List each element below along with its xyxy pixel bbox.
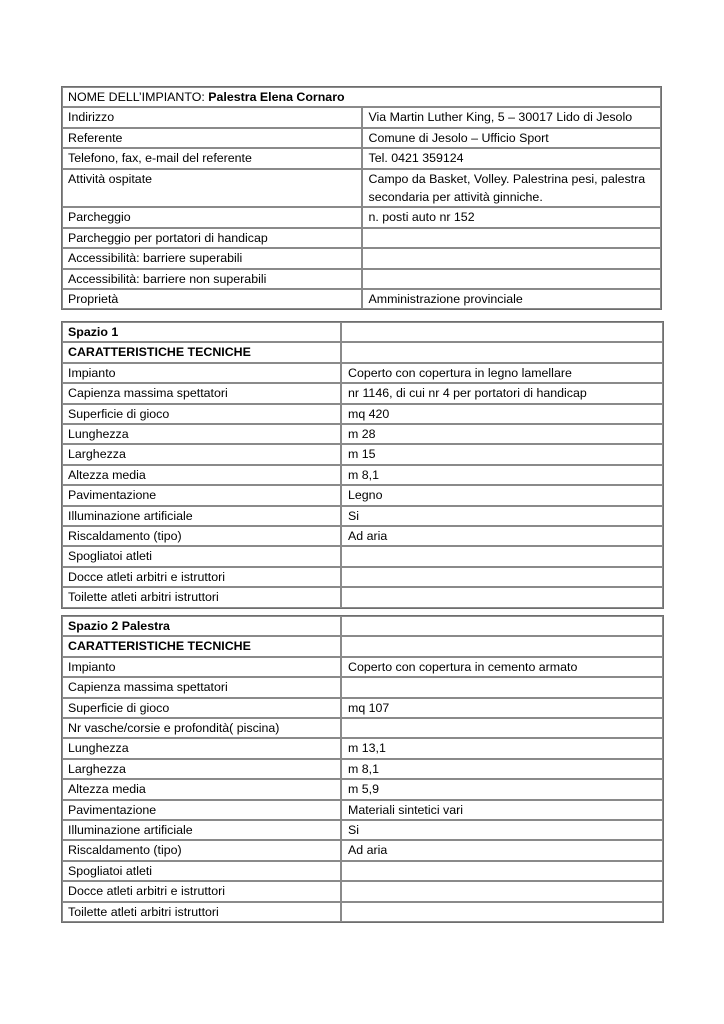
row-label: Toilette atleti arbitri istruttori: [62, 902, 341, 922]
row-value: Coperto con copertura in cemento armato: [341, 657, 663, 677]
table-row: [62, 248, 661, 268]
table-row: [62, 567, 663, 587]
row-label: Accessibilità: barriere non superabili: [62, 269, 362, 289]
row-value: [341, 546, 663, 566]
row-value: nr 1146, di cui nr 4 per portatori di handicap: [341, 383, 663, 403]
table-row: [62, 636, 663, 656]
table-row: [62, 840, 663, 860]
row-value: [341, 902, 663, 922]
row-label: Docce atleti arbitri e istruttori: [62, 881, 341, 901]
row-label: Pavimentazione: [62, 485, 341, 505]
row-value: m 15: [341, 444, 663, 464]
row-label: Impianto: [62, 363, 341, 383]
row-label: Accessibilità: barriere superabili: [62, 248, 362, 268]
table-row: [62, 342, 663, 362]
table-row: [62, 698, 663, 718]
row-value: [341, 616, 663, 636]
table-row: [62, 881, 663, 901]
table-row: [62, 526, 663, 546]
row-label: Referente: [62, 128, 362, 148]
table-row: [62, 657, 663, 677]
space-title: Spazio 1: [62, 322, 341, 342]
row-value: [341, 587, 663, 607]
row-value: [341, 636, 663, 656]
row-value: m 8,1: [341, 465, 663, 485]
table-row: [62, 587, 663, 607]
row-label: Nr vasche/corsie e profondità( piscina): [62, 718, 341, 738]
row-value: m 8,1: [341, 759, 663, 779]
row-value: mq 107: [341, 698, 663, 718]
row-label: Indirizzo: [62, 107, 362, 127]
row-label: Superficie di gioco: [62, 404, 341, 424]
row-value: [341, 677, 663, 697]
row-label: Riscaldamento (tipo): [62, 526, 341, 546]
table-row: [62, 383, 663, 403]
facility-title-cell: [62, 87, 661, 107]
row-label: Spogliatoi atleti: [62, 546, 341, 566]
row-label: Larghezza: [62, 759, 341, 779]
table-row: [62, 289, 661, 309]
table-row: [62, 424, 663, 444]
row-value: [341, 718, 663, 738]
table-row: [62, 738, 663, 758]
row-label: Parcheggio per portatori di handicap: [62, 228, 362, 248]
row-label: Riscaldamento (tipo): [62, 840, 341, 860]
table-row: [62, 902, 663, 922]
row-label: Illuminazione artificiale: [62, 506, 341, 526]
row-value: [362, 248, 662, 268]
row-label: Capienza massima spettatori: [62, 677, 341, 697]
space-title: Spazio 2 Palestra: [62, 616, 341, 636]
table-row: [62, 228, 661, 248]
row-label: Larghezza: [62, 444, 341, 464]
table-row: [62, 322, 663, 342]
row-label: Telefono, fax, e-mail del referente: [62, 148, 362, 168]
row-value: Ad aria: [341, 526, 663, 546]
row-value: [341, 861, 663, 881]
table-row: [62, 148, 661, 168]
table-row: [62, 718, 663, 738]
row-label: Lunghezza: [62, 738, 341, 758]
row-value: [341, 342, 663, 362]
row-value: Coperto con copertura in legno lamellare: [341, 363, 663, 383]
row-label: Capienza massima spettatori: [62, 383, 341, 403]
row-value: [341, 881, 663, 901]
table-row: [62, 546, 663, 566]
row-value: Campo da Basket, Volley. Palestrina pesi, palestra secondaria per attività ginniche.: [362, 169, 662, 208]
row-label: Docce atleti arbitri e istruttori: [62, 567, 341, 587]
row-value: Tel. 0421 359124: [362, 148, 662, 168]
table-row: [62, 616, 663, 636]
row-label: Altezza media: [62, 465, 341, 485]
facility-name-label: NOME DELL’IMPIANTO:: [68, 90, 209, 104]
facility-title-row: [62, 87, 661, 107]
row-value: Amministrazione provinciale: [362, 289, 662, 309]
table-row: [62, 465, 663, 485]
table-row: [62, 820, 663, 840]
row-label: Impianto: [62, 657, 341, 677]
table-row: [62, 759, 663, 779]
section-heading: CARATTERISTICHE TECNICHE: [62, 342, 341, 362]
row-value: Comune di Jesolo – Ufficio Sport: [362, 128, 662, 148]
row-value: [341, 322, 663, 342]
row-value: [341, 567, 663, 587]
facility-name-value: Palestra Elena Cornaro: [208, 90, 345, 104]
row-value: Via Martin Luther King, 5 – 30017 Lido di Jesolo: [362, 107, 662, 127]
row-label: Illuminazione artificiale: [62, 820, 341, 840]
space-2-table: [61, 615, 664, 923]
row-label: Parcheggio: [62, 207, 362, 227]
table-row: [62, 677, 663, 697]
row-value: Ad aria: [341, 840, 663, 860]
row-label: Toilette atleti arbitri istruttori: [62, 587, 341, 607]
facility-table: [61, 86, 662, 310]
row-label: Altezza media: [62, 779, 341, 799]
space-1-table: [61, 321, 664, 609]
table-row: [62, 506, 663, 526]
row-value: [362, 228, 662, 248]
row-value: m 5,9: [341, 779, 663, 799]
table-row: [62, 485, 663, 505]
table-row: [62, 363, 663, 383]
row-value: m 13,1: [341, 738, 663, 758]
table-row: [62, 800, 663, 820]
table-row: [62, 169, 661, 208]
row-value: m 28: [341, 424, 663, 444]
table-row: [62, 861, 663, 881]
section-heading: CARATTERISTICHE TECNICHE: [62, 636, 341, 656]
row-value: Materiali sintetici vari: [341, 800, 663, 820]
row-label: Proprietà: [62, 289, 362, 309]
row-value: Si: [341, 506, 663, 526]
row-value: Si: [341, 820, 663, 840]
row-label: Spogliatoi atleti: [62, 861, 341, 881]
table-row: [62, 404, 663, 424]
row-value: Legno: [341, 485, 663, 505]
row-value: n. posti auto nr 152: [362, 207, 662, 227]
table-row: [62, 779, 663, 799]
table-row: [62, 128, 661, 148]
row-value: [362, 269, 662, 289]
table-row: [62, 207, 661, 227]
row-label: Attività ospitate: [62, 169, 362, 208]
table-row: [62, 107, 661, 127]
row-label: Superficie di gioco: [62, 698, 341, 718]
row-label: Lunghezza: [62, 424, 341, 444]
table-row: [62, 444, 663, 464]
row-label: Pavimentazione: [62, 800, 341, 820]
row-value: mq 420: [341, 404, 663, 424]
table-row: [62, 269, 661, 289]
